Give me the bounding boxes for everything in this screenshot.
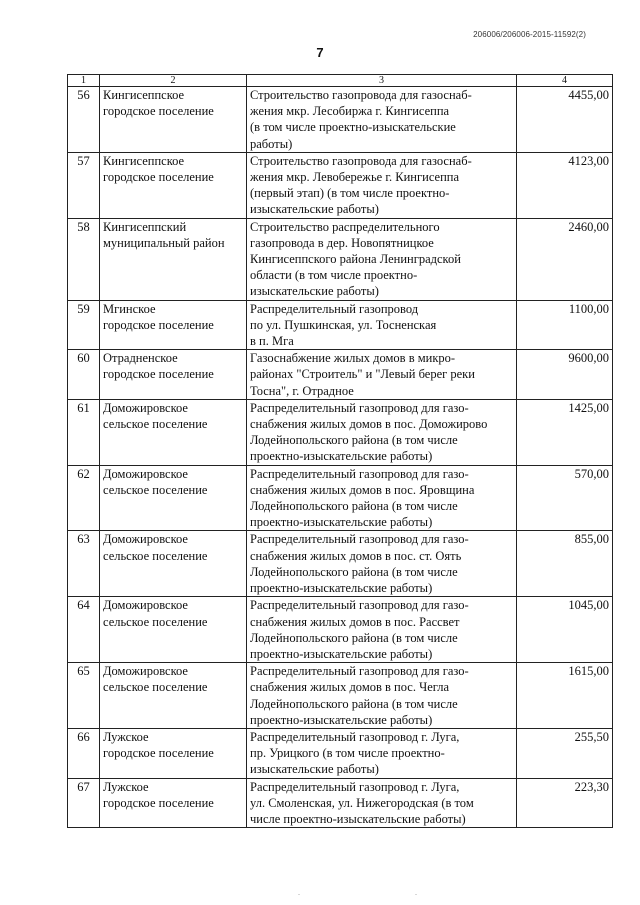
settlement-name-line: Доможировское <box>103 664 188 679</box>
scan-mark: . <box>415 888 417 897</box>
project-description <box>247 152 517 218</box>
column-header-2: 2 <box>100 75 247 87</box>
row-number: 57 <box>68 152 100 218</box>
project-description-line: области (в том числе проектно- <box>250 268 418 283</box>
row-number: 60 <box>68 350 100 400</box>
project-description-line: Лодейнопольского района (в том числе <box>250 499 458 514</box>
settlement-name <box>100 778 247 828</box>
table-row <box>68 218 613 300</box>
settlement-name-line: городское поселение <box>103 104 214 119</box>
row-number: 65 <box>68 663 100 729</box>
row-number: 67 <box>68 778 100 828</box>
settlement-name <box>100 87 247 153</box>
amount: 2460,00 <box>517 218 613 300</box>
project-description-line: по ул. Пушкинская, ул. Тосненская <box>250 317 437 332</box>
settlement-name-line: Отрадненское <box>103 351 178 366</box>
project-description <box>247 465 517 531</box>
table-row <box>68 597 613 663</box>
project-description-line: Лодейнопольского района (в том числе <box>250 564 458 579</box>
project-description <box>247 350 517 400</box>
settlement-name <box>100 300 247 350</box>
project-description <box>247 597 517 663</box>
project-description-line: ул. Смоленская, ул. Нижегородская (в том <box>250 795 474 810</box>
project-description-line: работы) <box>250 136 293 151</box>
settlement-name-line: Доможировское <box>103 466 188 481</box>
project-description-line: Тосна", г. Отрадное <box>250 383 354 398</box>
settlement-name <box>100 663 247 729</box>
project-description-line: изыскательские работы) <box>250 202 379 217</box>
project-description-line: Лодейнопольского района (в том числе <box>250 696 458 711</box>
table-row <box>68 531 613 597</box>
settlement-name-line: сельское поселение <box>103 482 208 497</box>
table-row <box>68 465 613 531</box>
settlement-name-line: городское поселение <box>103 170 214 185</box>
settlement-name-line: сельское поселение <box>103 614 208 629</box>
amount: 4455,00 <box>517 87 613 153</box>
amount: 1045,00 <box>517 597 613 663</box>
project-description-line: снабжения жилых домов в пос. Яровщина <box>250 482 475 497</box>
project-description-line: снабжения жилых домов в пос. Рассвет <box>250 614 460 629</box>
project-description-line: Распределительный газопровод для газо- <box>250 532 469 547</box>
amount: 570,00 <box>517 465 613 531</box>
column-header-4: 4 <box>517 75 613 87</box>
project-description-line: снабжения жилых домов в пос. Доможирово <box>250 417 488 432</box>
settlement-name-line: городское поселение <box>103 795 214 810</box>
settlement-name-line: Кингисеппское <box>103 88 185 102</box>
amount: 223,30 <box>517 778 613 828</box>
amount: 1615,00 <box>517 663 613 729</box>
column-header-3: 3 <box>247 75 517 87</box>
settlement-name-line: городское поселение <box>103 746 214 761</box>
project-description-line: изыскательские работы) <box>250 284 379 299</box>
settlement-name-line: сельское поселение <box>103 417 208 432</box>
table-row <box>68 728 613 778</box>
table-row <box>68 87 613 153</box>
settlement-name-line: Кингисеппский <box>103 219 187 234</box>
row-number: 61 <box>68 399 100 465</box>
settlement-name-line: Кингисеппское <box>103 153 185 168</box>
settlement-name-line: Доможировское <box>103 400 188 415</box>
table-row <box>68 399 613 465</box>
row-number: 56 <box>68 87 100 153</box>
project-description-line: проектно-изыскательские работы) <box>250 712 433 727</box>
settlement-name <box>100 152 247 218</box>
settlement-name-line: муниципальный район <box>103 235 225 250</box>
project-description-line: Распределительный газопровод для газо- <box>250 664 469 679</box>
project-description-line: газопровода в дер. Новопятницкое <box>250 235 434 250</box>
settlement-name-line: Доможировское <box>103 598 188 613</box>
project-description-line: проектно-изыскательские работы) <box>250 515 433 530</box>
allocation-table <box>67 74 613 828</box>
settlement-name-line: Лужское <box>103 779 149 794</box>
row-number: 62 <box>68 465 100 531</box>
settlement-name-line: Мгинское <box>103 301 156 316</box>
project-description-line: пр. Урицкого (в том числе проектно- <box>250 746 445 761</box>
column-number-row <box>68 75 613 87</box>
row-number: 64 <box>68 597 100 663</box>
row-number: 58 <box>68 218 100 300</box>
settlement-name <box>100 728 247 778</box>
project-description-line: изыскательские работы) <box>250 762 379 777</box>
table-row <box>68 300 613 350</box>
project-description-line: Распределительный газопровод г. Луга, <box>250 729 460 744</box>
table-row <box>68 152 613 218</box>
project-description-line: районах "Строитель" и "Левый берег реки <box>250 367 475 382</box>
row-number: 59 <box>68 300 100 350</box>
settlement-name <box>100 597 247 663</box>
project-description <box>247 778 517 828</box>
project-description-line: Лодейнопольского района (в том числе <box>250 433 458 448</box>
settlement-name <box>100 399 247 465</box>
project-description-line: Распределительный газопровод для газо- <box>250 466 469 481</box>
project-description-line: в п. Мга <box>250 334 294 349</box>
amount: 9600,00 <box>517 350 613 400</box>
settlement-name-line: Доможировское <box>103 532 188 547</box>
row-number: 63 <box>68 531 100 597</box>
scan-mark: . <box>298 888 300 897</box>
row-number: 66 <box>68 728 100 778</box>
project-description <box>247 728 517 778</box>
settlement-name-line: городское поселение <box>103 317 214 332</box>
project-description-line: Распределительный газопровод г. Луга, <box>250 779 460 794</box>
settlement-name <box>100 218 247 300</box>
project-description <box>247 87 517 153</box>
project-description-line: (первый этап) (в том числе проектно- <box>250 186 450 201</box>
document-id: 206006/206006-2015-11592(2) <box>473 30 586 39</box>
project-description-line: снабжения жилых домов в пос. Чегла <box>250 680 450 695</box>
amount: 1100,00 <box>517 300 613 350</box>
project-description-line: проектно-изыскательские работы) <box>250 449 433 464</box>
settlement-name <box>100 350 247 400</box>
project-description-line: Распределительный газопровод <box>250 301 419 316</box>
column-header-1: 1 <box>68 75 100 87</box>
project-description <box>247 300 517 350</box>
project-description-line: Распределительный газопровод для газо- <box>250 400 469 415</box>
project-description-line: Распределительный газопровод для газо- <box>250 598 469 613</box>
project-description-line: Лодейнопольского района (в том числе <box>250 630 458 645</box>
project-description-line: числе проектно-изыскательские работы) <box>250 811 466 826</box>
table-row <box>68 663 613 729</box>
project-description <box>247 218 517 300</box>
project-description-line: снабжения жилых домов в пос. ст. Оять <box>250 548 462 563</box>
page-number: 7 <box>316 45 324 60</box>
project-description-line: Газоснабжение жилых домов в микро- <box>250 351 456 366</box>
settlement-name-line: городское поселение <box>103 367 214 382</box>
settlement-name-line: Лужское <box>103 729 149 744</box>
table-row <box>68 350 613 400</box>
project-description-line: (в том числе проектно-изыскательские <box>250 120 456 135</box>
project-description-line: Строительство распределительного <box>250 219 440 234</box>
settlement-name <box>100 465 247 531</box>
project-description <box>247 663 517 729</box>
project-description-line: Строительство газопровода для газоснаб- <box>250 88 472 102</box>
project-description-line: жения мкр. Лесобиржа г. Кингисеппа <box>250 104 450 119</box>
project-description-line: жения мкр. Левобережье г. Кингисеппа <box>250 170 459 185</box>
settlement-name <box>100 531 247 597</box>
project-description <box>247 531 517 597</box>
settlement-name-line: сельское поселение <box>103 680 208 695</box>
project-description-line: Кингисеппского района Ленинградской <box>250 252 461 267</box>
amount: 855,00 <box>517 531 613 597</box>
project-description-line: проектно-изыскательские работы) <box>250 581 433 596</box>
amount: 255,50 <box>517 728 613 778</box>
project-description-line: проектно-изыскательские работы) <box>250 646 433 661</box>
settlement-name-line: сельское поселение <box>103 548 208 563</box>
table-row <box>68 778 613 828</box>
amount: 4123,00 <box>517 152 613 218</box>
project-description <box>247 399 517 465</box>
project-description-line: Строительство газопровода для газоснаб- <box>250 153 472 168</box>
amount: 1425,00 <box>517 399 613 465</box>
